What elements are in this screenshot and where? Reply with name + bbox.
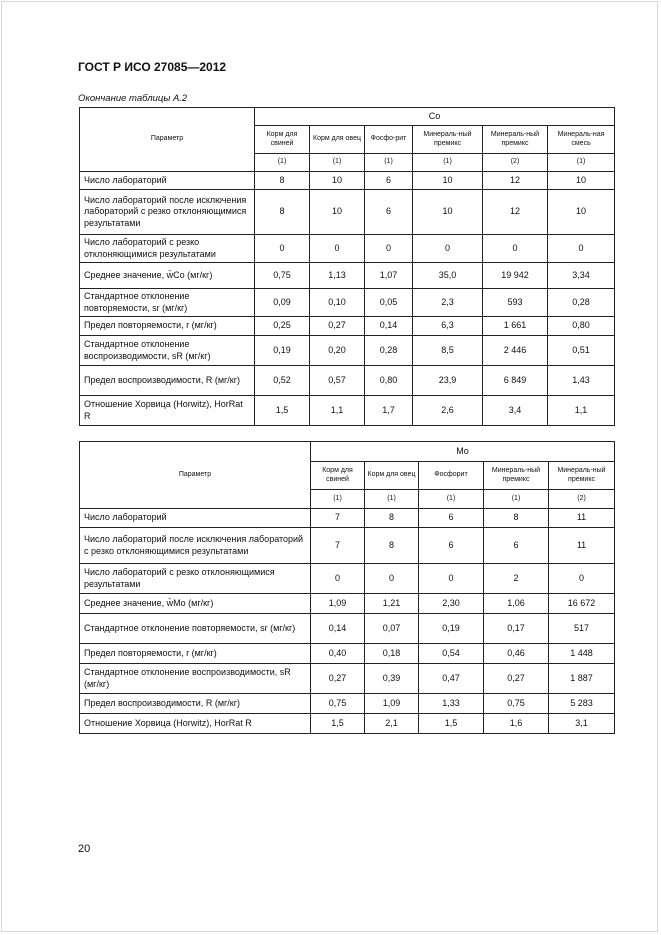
table-caption: Окончание таблицы А.2	[78, 93, 188, 104]
table-cell: 0	[365, 235, 413, 263]
table-cell: 1,06	[484, 594, 549, 614]
table-cell: 0	[549, 564, 615, 594]
table-cell: 0,75	[311, 694, 365, 714]
column-header: Корм для овец	[310, 126, 365, 154]
table-row	[80, 317, 615, 336]
table-cell: 0,47	[419, 664, 484, 694]
table-cell: 23,9	[413, 366, 483, 396]
table-cell: 1,6	[484, 714, 549, 734]
table-cell: 0,20	[310, 336, 365, 366]
table-cell: 6 849	[483, 366, 548, 396]
table-cell: 0	[413, 235, 483, 263]
table-cell: 0,19	[419, 614, 484, 644]
row-label: Предел повторяемости, r (мг/кг)	[80, 317, 255, 336]
column-header: Минераль-ный премикс	[413, 126, 483, 154]
table-cell: 2,30	[419, 594, 484, 614]
table-cell: 0,09	[255, 289, 310, 317]
param-header: Параметр	[80, 108, 255, 172]
row-label: Среднее значение, w̄Co (мг/кг)	[80, 263, 255, 289]
row-label: Число лабораторий после исключения лабораторий с резко отклоняющимися результатами	[80, 528, 311, 564]
table-row	[80, 289, 615, 317]
table-cell: 12	[483, 190, 548, 235]
column-header: Корм для овец	[365, 462, 419, 490]
table-cell: 0,39	[365, 664, 419, 694]
table-row	[80, 336, 615, 366]
column-header: Фосфо-рит	[365, 126, 413, 154]
table-cell: 19 942	[483, 263, 548, 289]
table-cell: 1,21	[365, 594, 419, 614]
table-cell: 10	[413, 190, 483, 235]
column-code: (1)	[413, 154, 483, 172]
table-cell: 0,17	[484, 614, 549, 644]
table-row	[80, 614, 615, 644]
table-cell: 1,1	[548, 396, 615, 426]
table-cell: 2,6	[413, 396, 483, 426]
table-cell: 0,51	[548, 336, 615, 366]
table-cell: 3,34	[548, 263, 615, 289]
table-cell: 1,09	[311, 594, 365, 614]
table-cell: 3,1	[549, 714, 615, 734]
mo-table-body	[80, 509, 615, 734]
table-cell: 6	[365, 172, 413, 190]
table-cell: 0	[419, 564, 484, 594]
column-code: (1)	[365, 154, 413, 172]
table-cell: 0,19	[255, 336, 310, 366]
table-cell: 10	[548, 190, 615, 235]
table-row	[80, 509, 615, 528]
column-code: (1)	[484, 490, 549, 509]
table-cell: 8	[255, 172, 310, 190]
table-cell: 0,18	[365, 644, 419, 664]
table-cell: 0	[548, 235, 615, 263]
table-row	[80, 664, 615, 694]
column-header: Минераль-ный премикс	[483, 126, 548, 154]
table-cell: 517	[549, 614, 615, 644]
table-cell: 6,3	[413, 317, 483, 336]
table-row	[80, 235, 615, 263]
row-label: Число лабораторий	[80, 509, 311, 528]
column-header: Корм для свиней	[311, 462, 365, 490]
row-label: Предел воспроизводимости, R (мг/кг)	[80, 694, 311, 714]
table-cell: 7	[311, 509, 365, 528]
table-cell: 2 446	[483, 336, 548, 366]
table-cell: 1,7	[365, 396, 413, 426]
table-row	[80, 694, 615, 714]
table-cell: 6	[365, 190, 413, 235]
table-cell: 2,1	[365, 714, 419, 734]
page-number: 20	[78, 843, 91, 855]
column-header: Минераль-ный премикс	[549, 462, 615, 490]
column-header: Фосфорит	[419, 462, 484, 490]
table-cell: 1,43	[548, 366, 615, 396]
table-cell: 0,52	[255, 366, 310, 396]
table-row	[80, 263, 615, 289]
table-row	[80, 172, 615, 190]
table-cell: 0	[255, 235, 310, 263]
table-cell: 0,40	[311, 644, 365, 664]
table-cell: 6	[419, 509, 484, 528]
column-header: Корм для свиней	[255, 126, 310, 154]
table-cell: 11	[549, 528, 615, 564]
table-cell: 12	[483, 172, 548, 190]
column-code: (1)	[365, 490, 419, 509]
table-cell: 0,75	[484, 694, 549, 714]
table-cell: 0,57	[310, 366, 365, 396]
element-header: Mo	[311, 442, 615, 462]
table-cell: 0	[483, 235, 548, 263]
table-cell: 8	[255, 190, 310, 235]
table-cell: 2	[484, 564, 549, 594]
table-cell: 5 283	[549, 694, 615, 714]
co-table-body	[80, 172, 615, 426]
column-code: (1)	[255, 154, 310, 172]
table-cell: 10	[548, 172, 615, 190]
table-cell: 0,27	[311, 664, 365, 694]
table-cell: 0,54	[419, 644, 484, 664]
table-cell: 0,14	[311, 614, 365, 644]
row-label: Стандартное отклонение воспроизводимости, sR (мг/кг)	[80, 336, 255, 366]
table-cell: 2,3	[413, 289, 483, 317]
table-cell: 6	[484, 528, 549, 564]
row-label: Предел воспроизводимости, R (мг/кг)	[80, 366, 255, 396]
column-code: (1)	[311, 490, 365, 509]
element-header: Co	[255, 108, 615, 126]
column-code: (2)	[483, 154, 548, 172]
table-cell: 6	[419, 528, 484, 564]
param-header: Параметр	[80, 442, 311, 509]
row-label: Отношение Хорвица (Horwitz), HorRat R	[80, 396, 255, 426]
table-cell: 0	[311, 564, 365, 594]
table-cell: 0,14	[365, 317, 413, 336]
table-row	[80, 594, 615, 614]
row-label: Стандартное отклонение повторяемости, sr (мг/кг)	[80, 614, 311, 644]
table-cell: 1,09	[365, 694, 419, 714]
table-cell: 0,75	[255, 263, 310, 289]
table-cell: 0	[365, 564, 419, 594]
row-label: Отношение Хорвица (Horwitz), HorRat R	[80, 714, 311, 734]
table-row	[80, 396, 615, 426]
column-header: Минераль-ная смесь	[548, 126, 615, 154]
column-code: (2)	[549, 490, 615, 509]
column-code: (1)	[419, 490, 484, 509]
table-cell: 0,46	[484, 644, 549, 664]
table-cell: 3,4	[483, 396, 548, 426]
document-header: ГОСТ Р ИСО 27085—2012	[78, 60, 227, 74]
row-label: Число лабораторий с резко отклоняющимися результатами	[80, 564, 311, 594]
table-cell: 1 448	[549, 644, 615, 664]
table-cell: 1,1	[310, 396, 365, 426]
row-label: Число лабораторий с резко отклоняющимися результатами	[80, 235, 255, 263]
column-code: (1)	[310, 154, 365, 172]
table-cell: 16 672	[549, 594, 615, 614]
column-code: (1)	[548, 154, 615, 172]
table-cell: 0,27	[484, 664, 549, 694]
row-label: Стандартное отклонение воспроизводимости, sR (мг/кг)	[80, 664, 311, 694]
table-row	[80, 528, 615, 564]
table-cell: 8	[365, 509, 419, 528]
table-cell: 1,33	[419, 694, 484, 714]
table-cell: 0,10	[310, 289, 365, 317]
table-row	[80, 366, 615, 396]
table-cell: 10	[310, 190, 365, 235]
table-cell: 0,28	[365, 336, 413, 366]
table-cell: 8	[365, 528, 419, 564]
table-cell: 0,80	[365, 366, 413, 396]
column-header: Минераль-ный премикс	[484, 462, 549, 490]
table-cell: 1,5	[255, 396, 310, 426]
table-cell: 0,07	[365, 614, 419, 644]
table-cell: 8	[484, 509, 549, 528]
table-cell: 1,07	[365, 263, 413, 289]
table-cell: 1,5	[419, 714, 484, 734]
row-label: Предел повторяемости, r (мг/кг)	[80, 644, 311, 664]
table-cell: 0	[310, 235, 365, 263]
row-label: Среднее значение, w̄Mo (мг/кг)	[80, 594, 311, 614]
row-label: Число лабораторий после исключения лабораторий с резко отклоняющимися результатами	[80, 190, 255, 235]
table-cell: 1,13	[310, 263, 365, 289]
table-row	[80, 190, 615, 235]
row-label: Число лабораторий	[80, 172, 255, 190]
table-cell: 11	[549, 509, 615, 528]
table-row	[80, 644, 615, 664]
table-cell: 593	[483, 289, 548, 317]
co-table	[79, 107, 615, 426]
table-cell: 0,80	[548, 317, 615, 336]
table-cell: 0,25	[255, 317, 310, 336]
table-cell: 0,05	[365, 289, 413, 317]
table-cell: 0,28	[548, 289, 615, 317]
table-row	[80, 714, 615, 734]
table-cell: 8,5	[413, 336, 483, 366]
table-row	[80, 564, 615, 594]
table-cell: 35,0	[413, 263, 483, 289]
row-label: Стандартное отклонение повторяемости, sr (мг/кг)	[80, 289, 255, 317]
table-cell: 7	[311, 528, 365, 564]
table-cell: 1 661	[483, 317, 548, 336]
table-cell: 10	[310, 172, 365, 190]
table-cell: 1,5	[311, 714, 365, 734]
table-cell: 1 887	[549, 664, 615, 694]
mo-table	[79, 441, 615, 734]
table-cell: 0,27	[310, 317, 365, 336]
table-cell: 10	[413, 172, 483, 190]
